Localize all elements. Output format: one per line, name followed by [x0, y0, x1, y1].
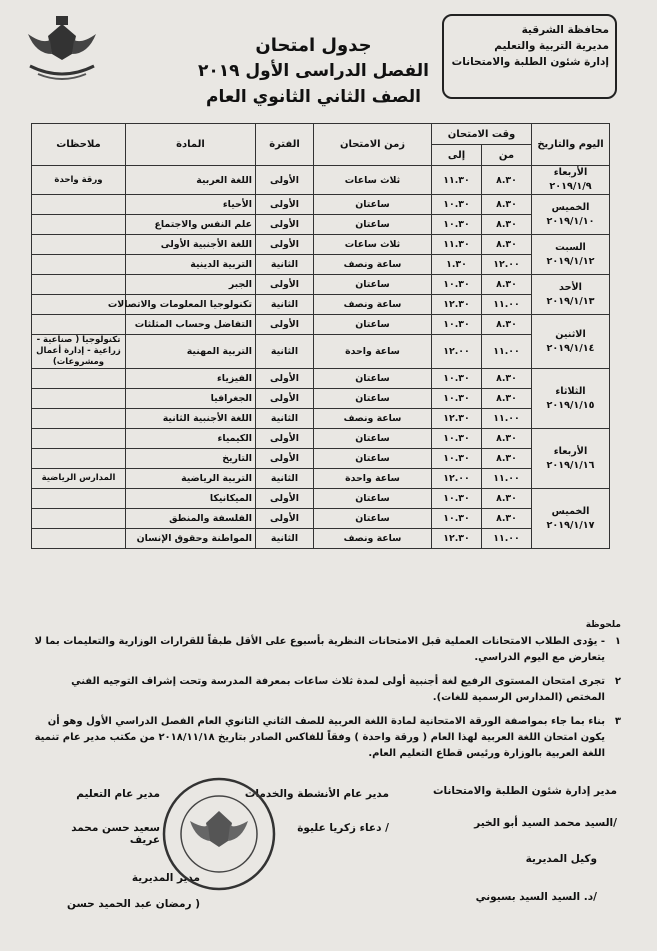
table-row: [31, 195, 609, 215]
header-subject: المادة: [125, 124, 255, 166]
official-stamp-icon: [160, 775, 278, 893]
duration-cell: ساعتان: [313, 215, 431, 235]
from-time-cell: ٨.٣٠: [482, 369, 532, 389]
from-time-cell: ٨.٣٠: [482, 195, 532, 215]
gov-line: محافظة الشرقية: [521, 24, 609, 36]
period-cell: الأولى: [255, 166, 313, 195]
table-row: [31, 449, 609, 469]
note-cell: [31, 315, 125, 335]
subject-cell: التربية المهنية: [125, 335, 255, 369]
day-name: الأحد: [559, 281, 582, 293]
from-time-cell: ١١.٠٠: [482, 469, 532, 489]
to-time-cell: ١٠.٣٠: [431, 429, 481, 449]
duration-cell: ساعتان: [313, 315, 431, 335]
duration-cell: ساعة ونصف: [313, 255, 431, 275]
schedule-table-wrap: [32, 123, 610, 549]
day-date-cell: [532, 489, 610, 549]
subject-cell: الميكانيكا: [125, 489, 255, 509]
day-name: الاثنين: [555, 328, 586, 340]
from-time-cell: ٨.٣٠: [482, 429, 532, 449]
signature-students-affairs: [407, 785, 617, 829]
signature-name: / دعاء زكريا عليوة: [297, 822, 389, 834]
eagle-emblem-icon: [18, 14, 106, 86]
duration-cell: ساعة واحدة: [313, 469, 431, 489]
period-cell: الثانية: [255, 529, 313, 549]
table-row: [31, 235, 609, 255]
table-row: [31, 509, 609, 529]
note-cell: [31, 409, 125, 429]
header-duration: زمن الامتحان: [313, 124, 431, 166]
table-row: [31, 429, 609, 449]
duration-cell: ساعة واحدة: [313, 335, 431, 369]
to-time-cell: ١٢.٠٠: [431, 469, 481, 489]
exam-date: ٢٠١٩/١/١٧: [546, 519, 595, 531]
table-row: [31, 529, 609, 549]
from-time-cell: ٨.٣٠: [482, 389, 532, 409]
period-cell: الأولى: [255, 489, 313, 509]
table-row: [31, 315, 609, 335]
to-time-cell: ١٢.٣٠: [431, 529, 481, 549]
subject-cell: علم النفس والاجتماع: [125, 215, 255, 235]
note-cell: [31, 389, 125, 409]
notes-label: ملحوظة: [585, 620, 621, 630]
signature-education-director: [40, 788, 160, 846]
period-cell: الأولى: [255, 369, 313, 389]
gov-line: إدارة شئون الطلبة والامتحانات: [451, 56, 609, 68]
grade-title: الصف الثاني الثانوي العام: [206, 87, 421, 107]
table-row: [31, 275, 609, 295]
period-cell: الأولى: [255, 509, 313, 529]
exam-date: ٢٠١٩/١/١٣: [546, 295, 595, 307]
from-time-cell: ٨.٣٠: [482, 509, 532, 529]
note-cell: [31, 369, 125, 389]
note-cell: [31, 215, 125, 235]
exam-date: ٢٠١٩/١/١٢: [546, 255, 595, 267]
day-date-cell: [532, 275, 610, 315]
signature-name: ( رمضان عبد الحميد حسن: [67, 898, 200, 910]
duration-cell: ساعتان: [313, 489, 431, 509]
header-from: من: [482, 145, 532, 166]
day-name: الخميس: [551, 201, 590, 213]
to-time-cell: ١٠.٣٠: [431, 489, 481, 509]
exam-date: ٢٠١٩/١/١٦: [546, 459, 595, 471]
to-time-cell: ١٠.٣٠: [431, 315, 481, 335]
duration-cell: ساعتان: [313, 389, 431, 409]
to-time-cell: ١٢.٣٠: [431, 409, 481, 429]
from-time-cell: ١١.٠٠: [482, 335, 532, 369]
day-name: الأربعاء: [553, 445, 588, 457]
note-number: ٢: [614, 676, 621, 687]
header-day: اليوم والتاريخ: [532, 124, 610, 166]
note-cell: [31, 195, 125, 215]
signature-deputy: [447, 853, 597, 903]
from-time-cell: ١٢.٠٠: [482, 255, 532, 275]
from-time-cell: ٨.٣٠: [482, 235, 532, 255]
period-cell: الأولى: [255, 449, 313, 469]
table-row: [31, 166, 609, 195]
note-text: - يؤدى الطلاب الامتحانات العملية قبل الامتحانات النظرية بأسبوع على الأقل طبقاً للقرارات الوزارية والتعليمات بما لا يتعارض مع اليوم الدراسي.: [34, 636, 605, 663]
note-cell: ورقة واحدة: [31, 166, 125, 195]
subject-cell: الفلسفة والمنطق: [125, 509, 255, 529]
duration-cell: ساعتان: [313, 195, 431, 215]
duration-cell: ساعتان: [313, 275, 431, 295]
to-time-cell: ١١.٣٠: [431, 235, 481, 255]
subject-cell: التاريخ: [125, 449, 255, 469]
page-title: جدول امتحان: [255, 35, 372, 56]
day-date-cell: [532, 166, 610, 195]
subject-cell: اللغة العربية: [125, 166, 255, 195]
note-item: [30, 714, 621, 762]
day-date-cell: [532, 429, 610, 489]
exam-date: ٢٠١٩/١/١٥: [546, 399, 595, 411]
day-name: الأربعاء: [553, 167, 588, 178]
table-row: [31, 489, 609, 509]
table-row: [31, 369, 609, 389]
note-item: [30, 634, 621, 666]
gov-line: مديرية التربية والتعليم: [494, 40, 609, 52]
note-item: [30, 674, 621, 706]
subject-cell: التفاضل وحساب المثلثات: [125, 315, 255, 335]
note-number: ٣: [614, 716, 621, 727]
table-row: [31, 255, 609, 275]
period-cell: الثانية: [255, 409, 313, 429]
table-row: [31, 469, 609, 489]
period-cell: الأولى: [255, 235, 313, 255]
subject-cell: اللغة الأجنبية الأولى: [125, 235, 255, 255]
duration-cell: ثلاث ساعات: [313, 235, 431, 255]
exam-date: ٢٠١٩/١/٩: [549, 181, 592, 192]
to-time-cell: ١٠.٣٠: [431, 509, 481, 529]
subject-cell: اللغة الأجنبية الثانية: [125, 409, 255, 429]
table-row: [31, 295, 609, 315]
signature-title: مدير عام الأنشطة والخدمات: [244, 788, 389, 800]
subject-cell: الأحياء: [125, 195, 255, 215]
period-cell: الأولى: [255, 429, 313, 449]
note-number: ١: [614, 636, 621, 647]
subject-cell: الجبر: [125, 275, 255, 295]
to-time-cell: ١٠.٣٠: [431, 449, 481, 469]
duration-cell: ثلاث ساعات: [313, 166, 431, 195]
from-time-cell: ٨.٣٠: [482, 315, 532, 335]
note-cell: [31, 489, 125, 509]
signature-name: /د. السيد السيد بسيوني: [475, 891, 597, 903]
directorate-box: [442, 14, 617, 99]
signature-name: سعيد حسن محمد عريف: [71, 822, 160, 846]
duration-cell: ساعة ونصف: [313, 295, 431, 315]
signature-title: مدير عام التعليم: [76, 788, 160, 800]
from-time-cell: ١١.٠٠: [482, 295, 532, 315]
from-time-cell: ٨.٣٠: [482, 489, 532, 509]
semester-title: الفصل الدراسى الأول ٢٠١٩: [197, 61, 429, 81]
to-time-cell: ١٢.٠٠: [431, 335, 481, 369]
period-cell: الأولى: [255, 315, 313, 335]
signature-title: مدير المديرية: [131, 872, 200, 884]
period-cell: الأولى: [255, 215, 313, 235]
subject-cell: الجغرافيا: [125, 389, 255, 409]
period-cell: الثانية: [255, 295, 313, 315]
subject-cell: الفيزياء: [125, 369, 255, 389]
header-notes: ملاحظات: [31, 124, 125, 166]
header-to: إلى: [431, 145, 481, 166]
table-row: [31, 389, 609, 409]
note-cell: [31, 255, 125, 275]
exam-date: ٢٠١٩/١/١٤: [546, 342, 595, 354]
note-cell: [31, 275, 125, 295]
to-time-cell: ١٠.٣٠: [431, 195, 481, 215]
from-time-cell: ١١.٠٠: [482, 409, 532, 429]
day-name: الخميس: [551, 505, 590, 517]
subject-cell: المواطنة وحقوق الإنسان: [125, 529, 255, 549]
day-date-cell: [532, 195, 610, 235]
note-cell: تكنولوجيا ( صناعية - زراعية - إدارة أعمال ومشروعات): [31, 335, 125, 369]
to-time-cell: ١٠.٣٠: [431, 389, 481, 409]
note-cell: [31, 449, 125, 469]
to-time-cell: ١٠.٣٠: [431, 275, 481, 295]
from-time-cell: ١١.٠٠: [482, 529, 532, 549]
header-period: الفترة: [255, 124, 313, 166]
note-cell: [31, 509, 125, 529]
duration-cell: ساعتان: [313, 449, 431, 469]
day-name: الثلاثاء: [555, 385, 586, 397]
subject-cell: التربية الدينية: [125, 255, 255, 275]
period-cell: الثانية: [255, 469, 313, 489]
note-text: تجرى امتحان المستوى الرفيع لغة أجنبية أولى لمدة ثلاث ساعات بمعرفة المدرسة وتحت إشراف التوجيه الفني المختص (المدارس الرسمية للغات).: [71, 676, 605, 703]
day-date-cell: [532, 369, 610, 429]
period-cell: الثانية: [255, 335, 313, 369]
note-text: بناء بما جاء بمواصفة الورقة الامتحانية لمادة اللغة العربية للصف الثاني الثانوي العام الفصل الدراسي الأول وهو أن يكون امتحان اللغة العربية لهذا العام ( ورقة واحدة ) وفقاً للفاكس الصادر بتاريخ ٢٠١٨/١١/١٨ من مكتب مدير عام تنمية اللغة العربية بالوزارة ورئيس قطاع التعليم العام.: [34, 716, 605, 759]
subject-cell: التربية الرياضية: [125, 469, 255, 489]
duration-cell: ساعتان: [313, 369, 431, 389]
exam-date: ٢٠١٩/١/١٠: [546, 215, 595, 227]
header-exam-time: وقت الامتحان: [431, 124, 531, 145]
note-cell: [31, 529, 125, 549]
note-cell: المدارس الرياضية: [31, 469, 125, 489]
period-cell: الأولى: [255, 389, 313, 409]
to-time-cell: ١٠.٣٠: [431, 215, 481, 235]
table-row: [31, 335, 609, 369]
title-block: [190, 34, 437, 110]
table-row: [31, 215, 609, 235]
signature-title: مدير إدارة شئون الطلبة والامتحانات: [432, 785, 617, 797]
to-time-cell: ١.٣٠: [431, 255, 481, 275]
period-cell: الأولى: [255, 195, 313, 215]
table-row: [31, 409, 609, 429]
notes-section: [30, 620, 621, 770]
duration-cell: ساعتان: [313, 429, 431, 449]
to-time-cell: ١٢.٣٠: [431, 295, 481, 315]
from-time-cell: ٨.٣٠: [482, 275, 532, 295]
to-time-cell: ١١.٣٠: [431, 166, 481, 195]
from-time-cell: ٨.٣٠: [482, 215, 532, 235]
day-name: السبت: [555, 241, 586, 253]
from-time-cell: ٨.٣٠: [482, 166, 532, 195]
duration-cell: ساعة ونصف: [313, 529, 431, 549]
day-date-cell: [532, 235, 610, 275]
subject-cell: تكنولوجيا المعلومات والاتصالات: [125, 295, 255, 315]
duration-cell: ساعة ونصف: [313, 409, 431, 429]
signature-title: وكيل المديرية: [525, 853, 597, 865]
note-cell: [31, 429, 125, 449]
period-cell: الثانية: [255, 255, 313, 275]
day-date-cell: [532, 315, 610, 369]
subject-cell: الكيمياء: [125, 429, 255, 449]
from-time-cell: ٨.٣٠: [482, 449, 532, 469]
duration-cell: ساعتان: [313, 509, 431, 529]
signature-name: /السيد محمد السيد أبو الخير: [474, 817, 617, 829]
to-time-cell: ١٠.٣٠: [431, 369, 481, 389]
note-cell: [31, 235, 125, 255]
period-cell: الأولى: [255, 275, 313, 295]
schedule-table: [31, 123, 610, 549]
